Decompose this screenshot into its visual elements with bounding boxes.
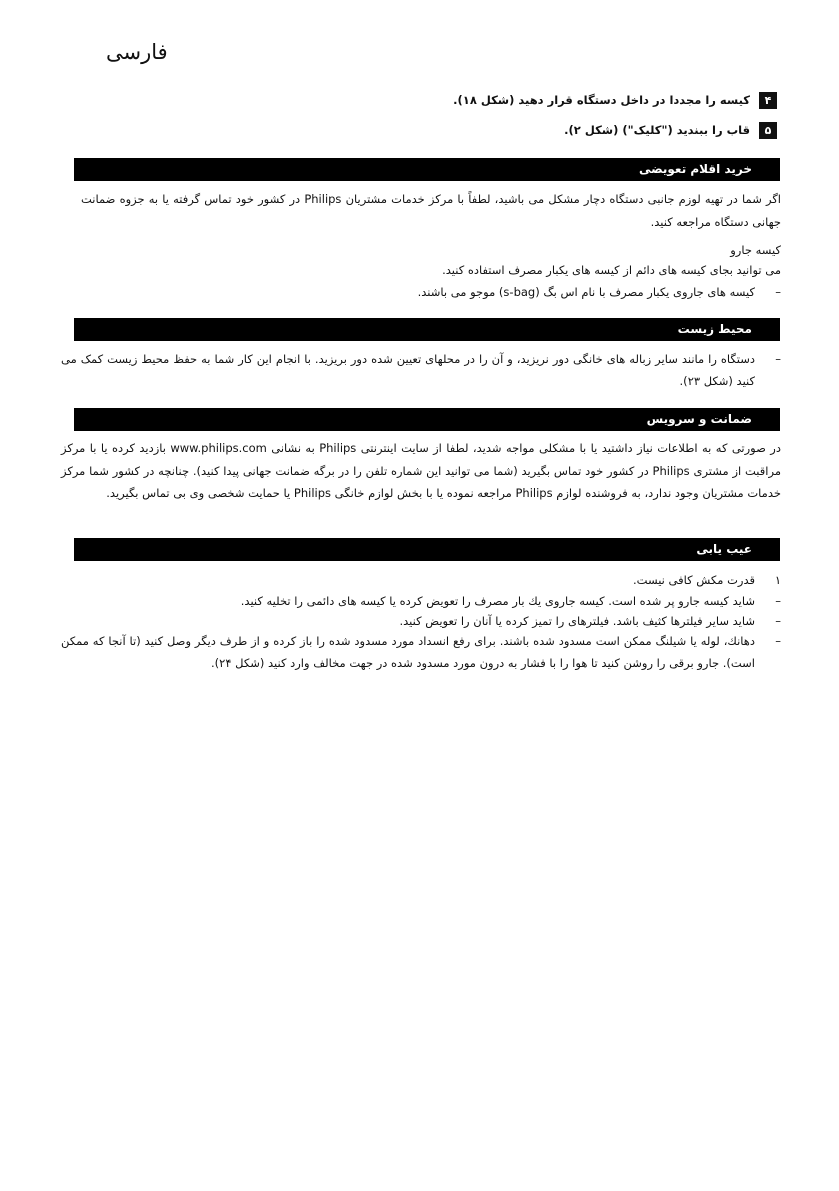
step-4 (453, 91, 777, 109)
step-5 (564, 121, 777, 139)
list-item (61, 630, 781, 674)
list-item-text: دستگاه را مانند سایر زباله های خانگی دور نریزید، و آن را در محلهای تعیین شده دور بریزید. با انجام این کار شما به حفظ محیط زیست کمک می کنید (شکل ۲۳). (61, 352, 755, 388)
list-item-text: دهانك، لوله یا شیلنگ ممکن است مسدود شده باشند. برای رفع انسداد مورد مسدود شده را باز کرده و از طرف دیگر وصل کنید (تا آنجا که ممکن است). جارو برقی را روشن کنید تا هوا را با فشار به درون مورد مسدود شده در جهت مخالف وارد کنید (شکل ۲۴). (61, 634, 755, 670)
step-number: ۴ (759, 92, 777, 109)
bullet-dash: – (775, 594, 781, 608)
warranty-paragraph: در صورتی که به اطلاعات نیاز داشتید یا با مشکلی مواجه شدید، لطفا از سایت اینترنتی Philips به نشانی www.philips.com بازدید کرده یا با مرکز مراقبت از مشتری Philips در کشور خود تماس بگیرید (شما می توانید این شماره تلفن را در برگه ضمانت جهانی پیدا کنید). چنانچه در کشور شما مرکز خدمات مشتریان وجود ندارد، به فروشنده لوازم Philips مراجعه نموده یا با بخش لوازم خانگی Philips یا حمایت شخصی وی بی تماس بگیرید. (61, 441, 781, 500)
vacuum-bag-paragraph: می توانید بجای کیسه های دائم از کیسه های یکبار مصرف استفاده کنید. (442, 263, 781, 277)
list-item-text: شاید کیسه جارو پر شده است. کیسه جاروی یك بار مصرف را تعویض کرده یا کیسه های دائمی را تخلیه کنید. (240, 594, 755, 608)
vacuum-bag-subheading: کیسه جارو (730, 243, 781, 257)
bullet-dash: – (775, 634, 781, 648)
list-item (61, 569, 781, 591)
item-number: ۱ (774, 573, 781, 587)
section-heading-troubleshooting: عیب یابی (74, 538, 780, 561)
list-item-text: کیسه های جاروی یکبار مصرف با نام اس بگ (s-bag) موجو می باشند. (417, 285, 755, 299)
bullet-dash: – (775, 285, 781, 299)
step-text: قاب را ببندید ("کلیک") (شکل ۲). (564, 123, 750, 137)
section-heading-environment: محیط زیست (74, 318, 780, 341)
list-item (61, 348, 781, 392)
replacement-paragraph: اگر شما در تهیه لوزم جانبی دستگاه دچار مشکل می باشید، لطفاً با مرکز خدمات مشتریان Philips در کشور خود تماس گرفته یا به جزوه ضمانت جهانی دستگاه مراجعه کنید. (81, 192, 781, 229)
step-text: کیسه را مجددا در داخل دستگاه قرار دهید (شکل ۱۸). (453, 93, 750, 107)
step-number: ۵ (759, 122, 777, 139)
language-title: فارسی (106, 40, 168, 64)
list-item (61, 590, 781, 612)
section-heading-replacement: خرید اقلام تعویضی (74, 158, 780, 181)
list-item-text: شاید سایر فیلترها کثیف باشد. فیلترهای را تمیز کرده یا آنان را تعویض کنید. (399, 614, 755, 628)
bullet-dash: – (775, 614, 781, 628)
list-item (61, 610, 781, 632)
section-heading-warranty: ضمانت و سرویس (74, 408, 780, 431)
bullet-dash: – (775, 352, 781, 366)
list-item-text: قدرت مکش کافی نیست. (633, 573, 755, 587)
list-item (61, 281, 781, 303)
